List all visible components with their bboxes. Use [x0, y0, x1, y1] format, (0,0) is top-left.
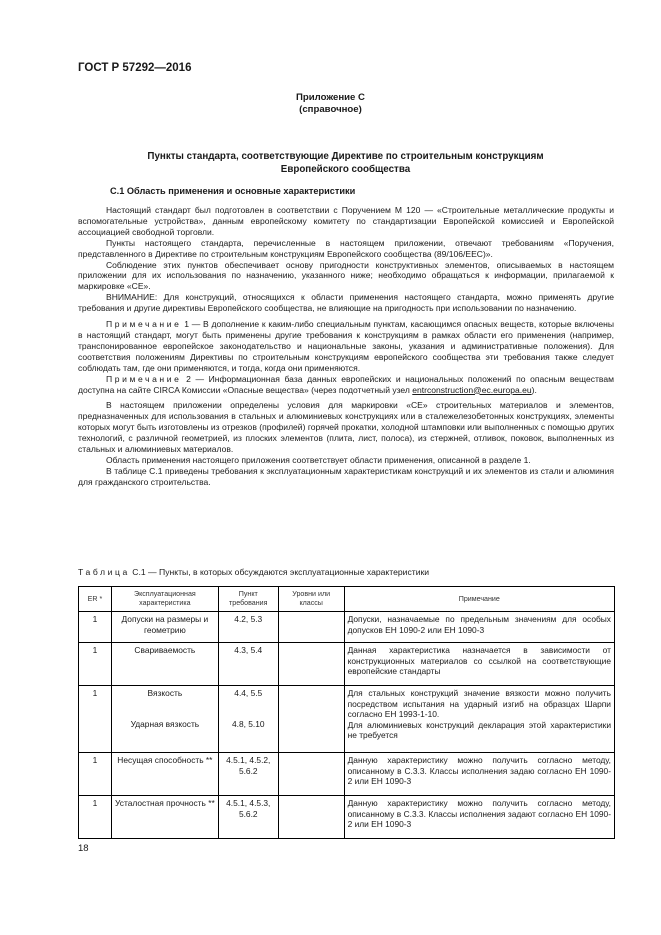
cell-levels: [278, 753, 344, 796]
cell-characteristic: Несущая способность **: [111, 753, 218, 796]
paragraph: Соблюдение этих пунктов обеспечивает основу пригодности конструктивных элементов, описываемых в настоящем приложении для их использования по назначению, указанного ниже; необходимо обращаться к информации, прилагаемой к маркировке «CE».: [78, 259, 614, 292]
body-text: [78, 205, 614, 488]
table-caption: [78, 567, 429, 577]
cell-characteristic: Свариваемость: [111, 643, 218, 686]
table-row: [79, 686, 615, 753]
header-note: Примечание: [344, 587, 614, 612]
cell-clause: [218, 686, 278, 753]
cell-levels: [278, 643, 344, 686]
note-text: 2 — Информационная база данных европейских и национальных положений по опасным веществам доступна на сайте CIRCA Комиссии «Опасные вещества» (через подотчетный узел: [78, 373, 614, 395]
header-clause: Пункт требования: [218, 587, 278, 612]
clause-toughness: 4.4, 5.5: [234, 688, 263, 698]
paragraph: В настоящем приложении определены условия для маркировки «CE» строительных материалов и элементов, предназначенных для использования в стальных и алюминиевых конструкциях или в сталежелезобетонных конструкциях, элементы которых могут быть изготовлены из отрезков (профилей) горячей прокатки, холодной штамповки или выполненных с помощью других технологий, с различной геометрией, из плоских элементов (плита, лист, полоса), из стержней, отливок, поковок, выполненных из стальных и алюминиевых материалов.: [78, 400, 614, 455]
paragraph: Настоящий стандарт был подготовлен в соответствии с Поручением М 120 — «Строительные металлические продукты и вспомогательные устройства», данным европейскому комитету по стандартизации Европейской комиссией и Европейской ассоциацией свободной торговли.: [78, 205, 614, 237]
note-label: Примечание: [106, 373, 182, 384]
header-characteristic: Эксплуатационная характеристика: [111, 587, 218, 612]
note-text: 1 — В дополнение к каким-либо специальным пунктам, касающимся опасных веществ, которые включены в настоящий стандарт, могут быть применены другие требования к конструкциям в рамках области его применения (например, транспонированное европейское законодательство и национальные законы, указания и административные положения). Для соответствия положениям Директивы по строительным конструкциям европейского сообщества эти требования также следует соблюдать там, где они применяются, и тогда, когда они применяются.: [78, 319, 614, 373]
table-caption-text: С.1 — Пункты, в которых обсуждаются эксплуатационные характеристики: [129, 567, 430, 577]
paragraph: В таблице С.1 приведены требования к эксплуатационным характеристикам конструкций и их элементов из стали и алюминия для гражданского строительства.: [78, 465, 614, 487]
cell-levels: [278, 686, 344, 753]
note-aluminium: Для алюминиевых конструкций декларация этой характеристики не требуется: [347, 719, 611, 741]
paragraph: ВНИМАНИЕ: Для конструкций, относящихся к области применения настоящего стандарта, можно применять другие требования и другие директивы Европейского сообщества, не влияющие на пригодность при использовании по назначению.: [78, 292, 614, 314]
cell-characteristic: [111, 686, 218, 753]
performance-table: [78, 586, 615, 839]
cell-levels: [278, 796, 344, 839]
paragraph: Область применения настоящего приложения соответствует области применения, описанной в разделе 1.: [106, 454, 531, 465]
cell-er: 1: [79, 686, 112, 753]
cell-er: 1: [79, 643, 112, 686]
document-header: ГОСТ Р 57292—2016: [78, 62, 192, 74]
header-er: ER *: [79, 587, 112, 612]
cell-note: [344, 686, 614, 753]
characteristic-toughness: Вязкость: [147, 688, 183, 698]
note-2: [78, 374, 614, 396]
cell-characteristic: Допуски на размеры и геометрию: [111, 612, 218, 643]
cell-note: Данную характеристику можно получить согласно методу, описанному в С.3.3. Классы исполнения задают согласно ЕН 1090-2 или ЕН 1090-3: [344, 796, 614, 839]
table-row: [79, 612, 615, 643]
cell-clause: 4.5.1, 4.5.2, 5.6.2: [218, 753, 278, 796]
table-row: [79, 643, 615, 686]
title-line-1: Пункты стандарта, соответствующие Директиве по строительным конструкциям: [147, 151, 544, 162]
cell-note: Допуски, назначаемые по предельным значениям для особых допусков ЕН 1090-2 или ЕН 1090-3: [344, 612, 614, 643]
cell-er: 1: [79, 612, 112, 643]
note-label: Примечание: [106, 319, 182, 330]
header-levels: Уровни или классы: [278, 587, 344, 612]
table-row: [79, 796, 615, 839]
cell-clause: 4.2, 5.3: [218, 612, 278, 643]
cell-note: Данная характеристика назначается в зависимости от конструкционных материалов со ссылкой на соответствующие европейские стандарты: [344, 643, 614, 686]
appendix-type: (справочное): [299, 104, 362, 115]
cell-clause: 4.5.1, 4.5.3, 5.6.2: [218, 796, 278, 839]
email-link[interactable]: entrconstruction@ec.europa.eu: [412, 384, 532, 395]
cell-er: 1: [79, 796, 112, 839]
note-1: [78, 319, 614, 374]
note-steel: Для стальных конструкций значение вязкости можно получить посредством испытания на ударный изгиб на образцах Шарпи согласно ЕН 1993-1-10.: [347, 688, 611, 720]
table-caption-label: Таблица: [78, 567, 130, 577]
characteristic-impact-toughness: Ударная вязкость: [130, 718, 200, 729]
paragraph: Пункты настоящего стандарта, перечисленные в настоящем приложении, отвечают требованиям «Поручения, представленного в Директиве по строительным конструкциям Европейского сообщества (89/106/ЕЕС)».: [78, 237, 614, 259]
cell-clause: 4.3, 5.4: [218, 643, 278, 686]
note-text-end: ).: [531, 384, 537, 395]
title-line-2: Европейского сообщества: [280, 164, 411, 175]
page-number: 18: [78, 843, 89, 854]
cell-note: Данную характеристику можно получить согласно методу, описанному в С.3.3. Классы исполнения задаю согласно ЕН 1090-2 или ЕН 1090-3: [344, 753, 614, 796]
table-header-row: [79, 587, 615, 612]
cell-characteristic: Усталостная прочность **: [111, 796, 218, 839]
section-heading: С.1 Область применения и основные характеристики: [110, 186, 356, 196]
cell-levels: [278, 612, 344, 643]
clause-impact-toughness: 4.8, 5.10: [231, 718, 265, 729]
appendix-label: Приложение С: [296, 92, 365, 103]
cell-er: 1: [79, 753, 112, 796]
appendix-title: [78, 150, 613, 176]
table-row: [79, 753, 615, 796]
